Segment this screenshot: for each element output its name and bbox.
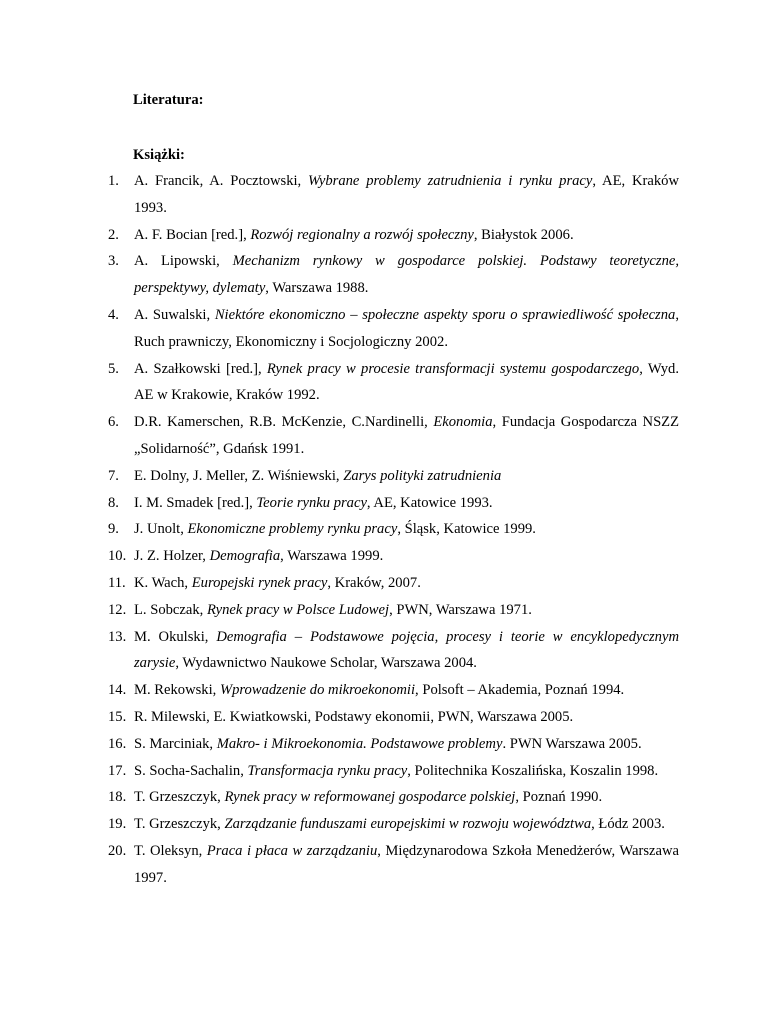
reference-publication: , Warszawa 1999. bbox=[280, 548, 384, 565]
reference-publication: , Polsoft – Akademia, Poznań 1994. bbox=[415, 682, 625, 699]
reference-number: 11. bbox=[108, 574, 126, 591]
reference-title: Wprowadzenie do mikroekonomii bbox=[219, 682, 416, 699]
reference-item bbox=[108, 811, 679, 838]
reference-title: Mechanizm rynkowy w gospodarce polskiej. Podstawy teoretyczne, perspektywy, dylematy bbox=[134, 253, 679, 297]
reference-title: Ekonomiczne problemy rynku pracy bbox=[187, 521, 398, 538]
reference-item bbox=[108, 516, 679, 543]
reference-number: 4. bbox=[108, 306, 119, 323]
reference-number: 19. bbox=[108, 816, 127, 833]
reference-number: 16. bbox=[108, 735, 127, 752]
reference-number: 6. bbox=[108, 414, 119, 431]
reference-publication: , Łódz 2003. bbox=[591, 816, 665, 833]
reference-number: 15. bbox=[108, 708, 127, 725]
reference-authors: J. Z. Holzer, bbox=[134, 548, 210, 565]
reference-number: 14. bbox=[108, 682, 127, 699]
reference-authors: K. Wach, bbox=[134, 574, 192, 591]
reference-number: 20. bbox=[108, 842, 127, 859]
reference-publication: , Śląsk, Katowice 1999. bbox=[397, 521, 536, 538]
reference-title: Rynek pracy w reformowanej gospodarce polskiej bbox=[224, 789, 516, 806]
reference-publication: , Białystok 2006. bbox=[473, 226, 574, 243]
reference-publication: , Poznań 1990. bbox=[515, 789, 603, 806]
reference-title: Rozwój regionalny a rozwój społeczny bbox=[250, 226, 474, 243]
reference-authors: J. Unolt, bbox=[134, 521, 188, 538]
reference-number: 17. bbox=[108, 762, 127, 779]
reference-number: 9. bbox=[108, 521, 119, 538]
reference-authors: T. Oleksyn, bbox=[134, 842, 207, 859]
reference-item bbox=[108, 463, 679, 490]
reference-title: Teorie rynku pracy bbox=[256, 494, 367, 511]
reference-publication: , Kraków, 2007. bbox=[327, 574, 421, 591]
reference-authors: A. Lipowski, bbox=[134, 253, 233, 270]
reference-authors: S. Marciniak, bbox=[134, 735, 217, 752]
reference-item bbox=[108, 302, 679, 356]
reference-title: Demografia bbox=[209, 548, 281, 565]
reference-authors: S. Socha-Sachalin, bbox=[134, 762, 248, 779]
reference-title: Wybrane problemy zatrudnienia i rynku pracy bbox=[308, 173, 593, 189]
reference-item bbox=[108, 784, 679, 811]
reference-authors: T. Grzeszczyk, bbox=[134, 816, 225, 833]
reference-number: 1. bbox=[108, 173, 119, 189]
reference-title: Niektóre ekonomiczno – społeczne aspekty sporu o sprawiedliwość społeczna bbox=[214, 306, 676, 323]
reference-number: 10. bbox=[108, 548, 127, 565]
reference-title: Demografia – Podstawowe pojęcia, procesy i teorie w encyklopedycznym zarysie bbox=[134, 628, 679, 672]
reference-title: Makro- i Mikroekonomia. Podstawowe problemy bbox=[216, 735, 503, 752]
reference-publication: , Międzynarodowa Szkoła Menedżerów, Warszawa 1997. bbox=[134, 842, 679, 886]
reference-publication: . PWN Warszawa 2005. bbox=[502, 735, 642, 752]
reference-item bbox=[108, 838, 679, 892]
reference-number: 5. bbox=[108, 360, 119, 377]
reference-authors: A. Francik, A. Pocztowski, bbox=[134, 173, 309, 189]
reference-item bbox=[108, 731, 679, 758]
reference-item bbox=[108, 758, 679, 785]
reference-number: 12. bbox=[108, 601, 127, 618]
reference-publication: , AE, Katowice 1993. bbox=[366, 494, 493, 511]
reference-publication: , Ruch prawniczy, Ekonomiczny i Socjologiczny 2002. bbox=[134, 306, 679, 350]
reference-title: Ekonomia bbox=[433, 414, 493, 431]
reference-title: Praca i płaca w zarządzaniu bbox=[206, 842, 378, 859]
reference-authors: L. Sobczak, bbox=[134, 601, 207, 618]
reference-item bbox=[108, 624, 679, 678]
reference-number: 13. bbox=[108, 628, 127, 645]
reference-title: Rynek pracy w Polsce Ludowej bbox=[206, 601, 390, 618]
reference-number: 7. bbox=[108, 467, 119, 484]
reference-title: Zarys polityki zatrudnienia bbox=[343, 467, 502, 484]
reference-publication: , Wyd. AE w Krakowie, Kraków 1992. bbox=[134, 360, 679, 404]
reference-authors: M. Okulski, bbox=[134, 628, 217, 645]
reference-authors: A. Suwalski, bbox=[134, 306, 215, 323]
reference-publication: , PWN, Warszawa 1971. bbox=[389, 601, 532, 618]
reference-authors: A. F. Bocian [red.], bbox=[134, 226, 251, 243]
reference-item bbox=[108, 490, 679, 517]
reference-title: Europejski rynek pracy bbox=[191, 574, 328, 591]
reference-item bbox=[108, 597, 679, 624]
reference-authors: T. Grzeszczyk, bbox=[134, 789, 225, 806]
subsection-heading-ksiazki: Książki: bbox=[133, 147, 185, 163]
reference-publication: , AE, Kraków 1993. bbox=[134, 173, 679, 216]
bibliography-list bbox=[0, 168, 768, 892]
reference-number: 18. bbox=[108, 789, 127, 806]
reference-authors: E. Dolny, J. Meller, Z. Wiśniewski, bbox=[134, 467, 344, 484]
reference-title: Zarządzanie funduszami europejskimi w rozwoju województwa bbox=[224, 816, 592, 833]
reference-item bbox=[108, 409, 680, 463]
reference-title: Transformacja rynku pracy bbox=[247, 762, 408, 779]
reference-authors: D.R. Kamerschen, R.B. McKenzie, C.Nardinelli, bbox=[134, 414, 434, 431]
reference-authors: M. Rekowski, bbox=[134, 682, 220, 699]
reference-item bbox=[108, 248, 679, 302]
reference-item bbox=[108, 168, 679, 222]
reference-number: 2. bbox=[108, 226, 119, 243]
reference-number: 8. bbox=[108, 494, 119, 511]
reference-publication: , Warszawa 1988. bbox=[265, 280, 369, 297]
reference-item bbox=[108, 704, 679, 731]
reference-item bbox=[108, 222, 679, 249]
reference-title: Rynek pracy w procesie transformacji systemu gospodarczego bbox=[266, 360, 640, 377]
reference-item bbox=[108, 543, 679, 570]
reference-publication: , Fundacja Gospodarcza NSZZ „Solidarność”, Gdańsk 1991. bbox=[134, 414, 680, 457]
reference-publication: , Wydawnictwo Naukowe Scholar, Warszawa 2004. bbox=[175, 655, 477, 672]
reference-item bbox=[108, 356, 679, 410]
reference-authors: R. Milewski, E. Kwiatkowski, Podstawy ekonomii, PWN, Warszawa 2005. bbox=[134, 708, 574, 725]
reference-authors: I. M. Smadek [red.], bbox=[134, 494, 257, 511]
reference-number: 3. bbox=[108, 253, 119, 270]
reference-authors: A. Szałkowski [red.], bbox=[134, 360, 267, 377]
section-heading-literatura: Literatura: bbox=[133, 92, 204, 108]
reference-item bbox=[108, 570, 679, 597]
reference-item bbox=[108, 677, 679, 704]
reference-publication: , Politechnika Koszalińska, Koszalin 1998. bbox=[407, 762, 659, 779]
